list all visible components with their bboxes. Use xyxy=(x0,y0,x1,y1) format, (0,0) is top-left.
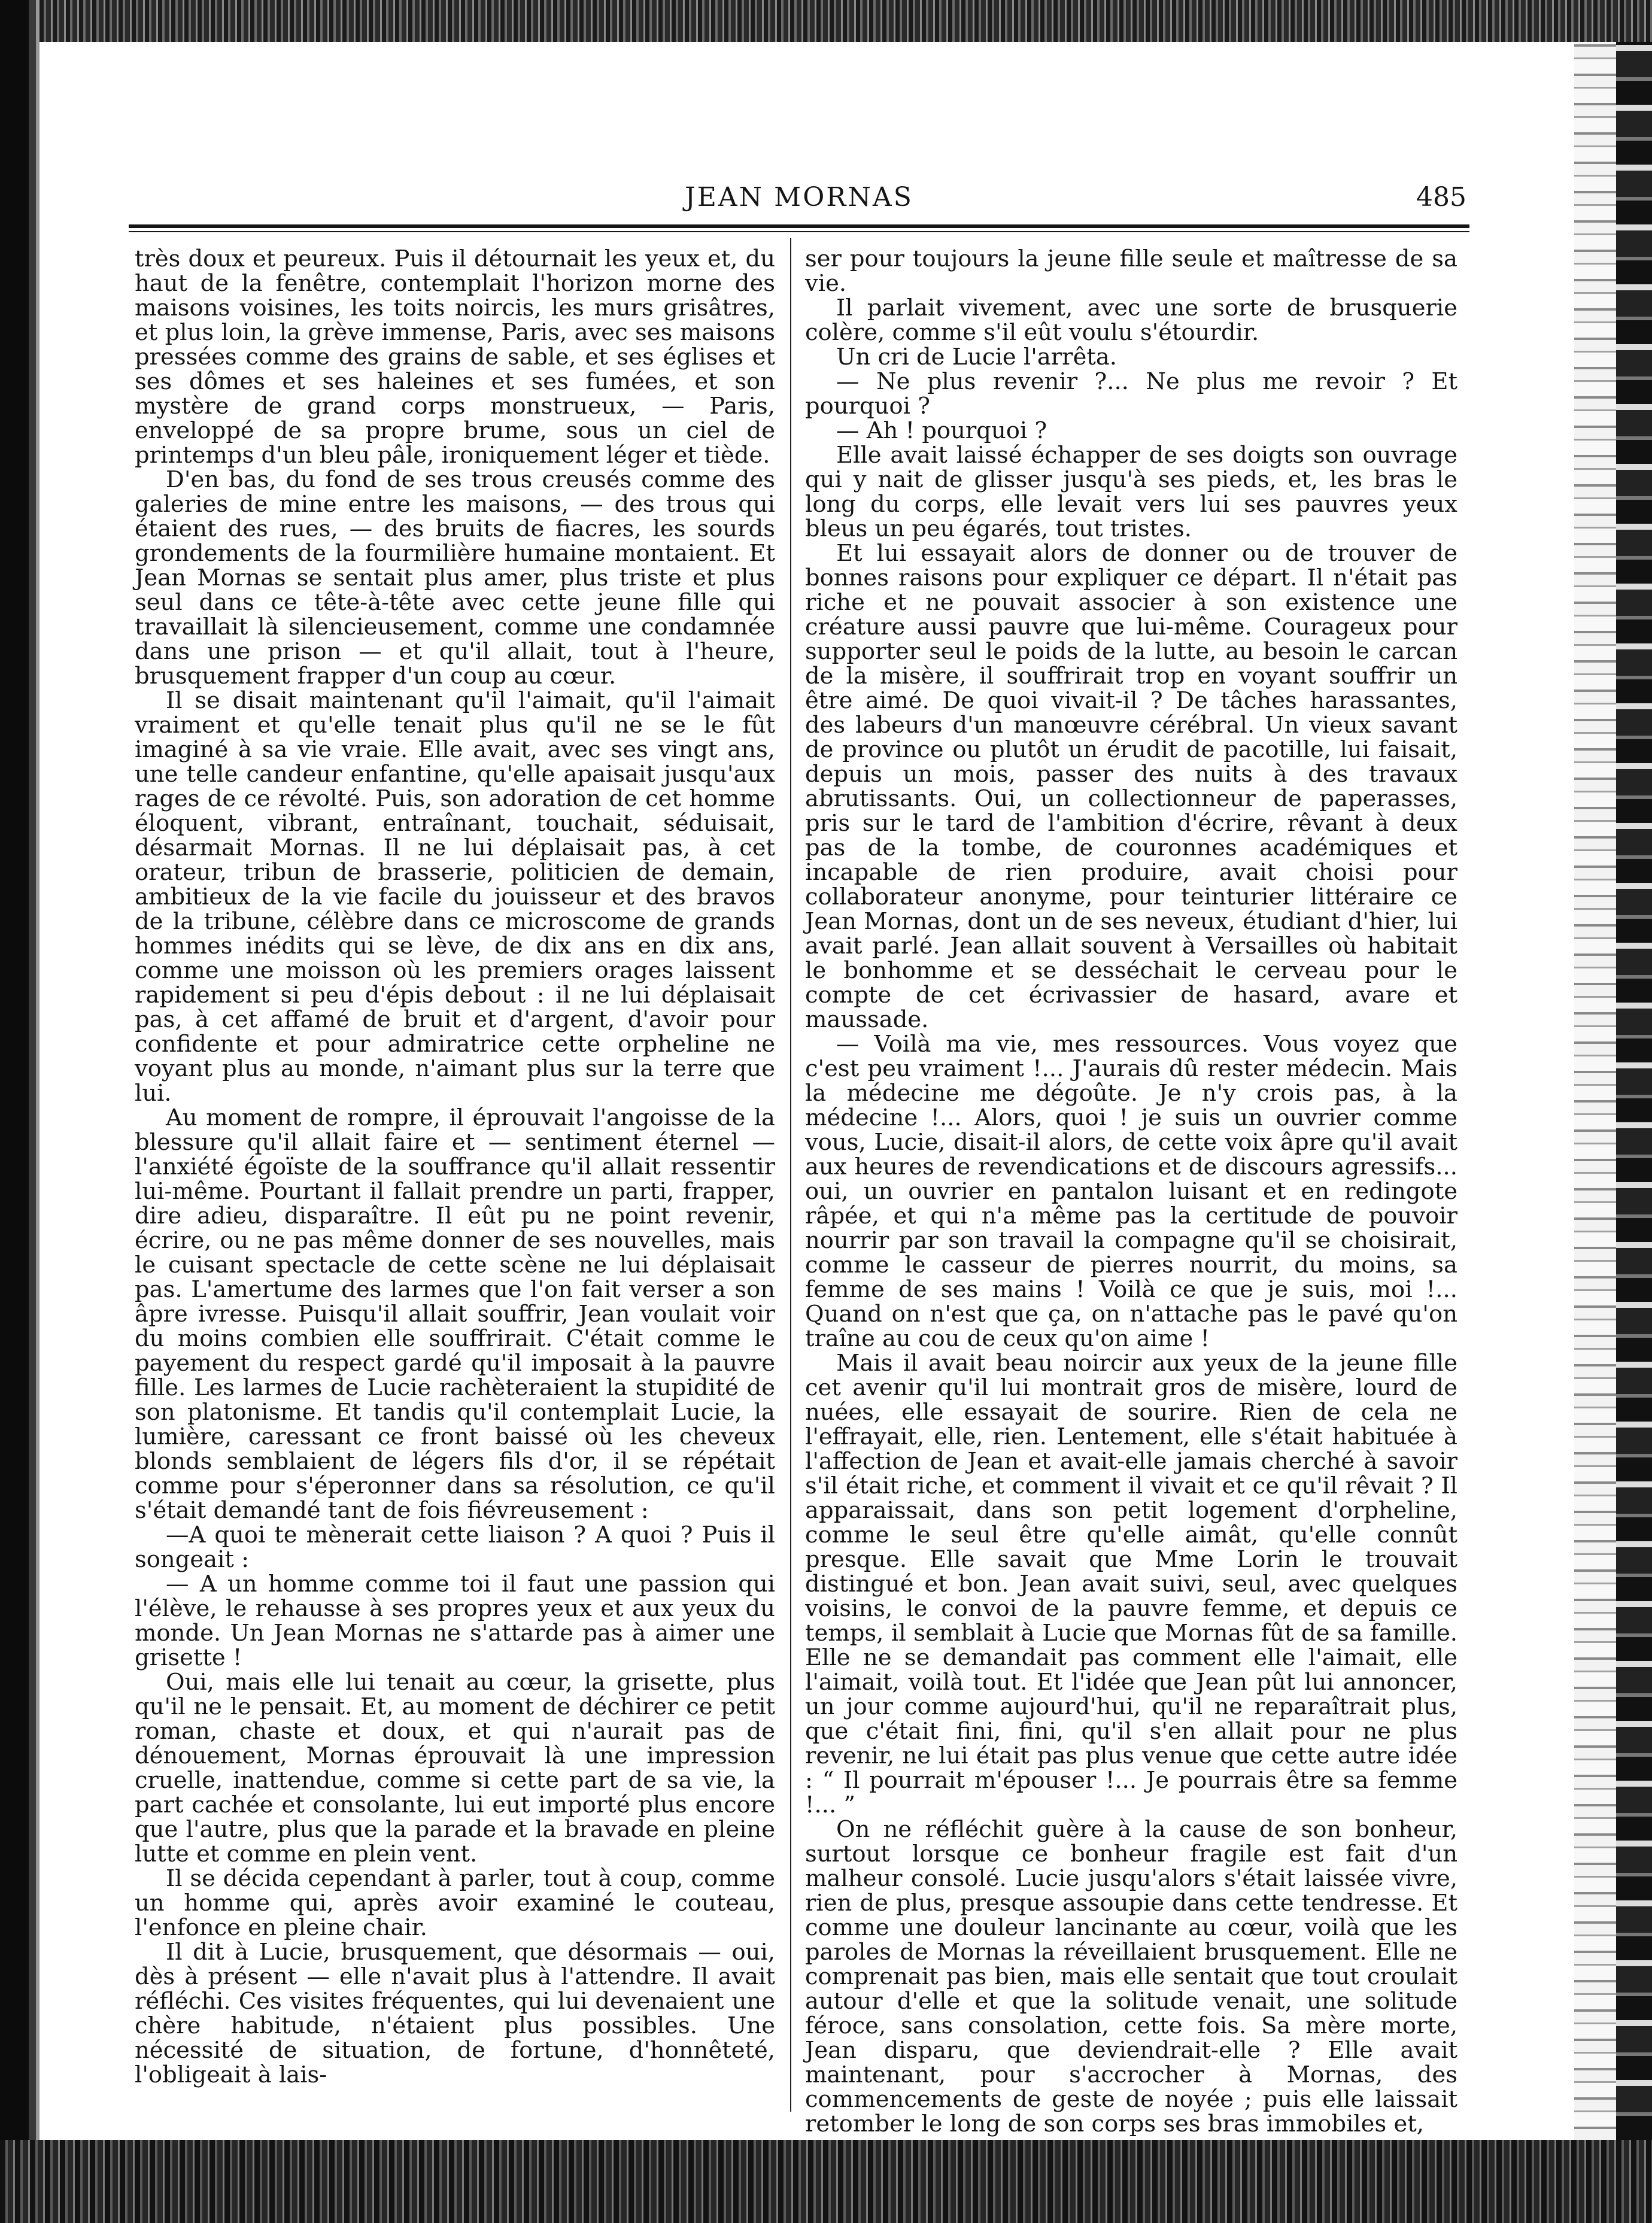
paragraph: Un cri de Lucie l'arrêta. xyxy=(836,344,1117,370)
scan-border-right xyxy=(1616,42,1652,2140)
paragraph: D'en bas, du fond de ses trous creusés comme des galeries de mine entre les maisons, — des trous qui étaient des rues, — des bruits de fiacres, les sourds grondements de la fourmilière humaine montaient. Et Jean Mornas se sentait plus amer, plus triste et plus seul dans ce tête-à-tête avec cette jeune fille qui travaillait là silencieusement, comme une condamnée dans une prison — et qu'il allait, tout à l'heure, brusquement frapper d'un coup au cœur. xyxy=(135,466,775,690)
paragraph: Il se décida cependant à parler, tout à coup, comme un homme qui, après avoir examiné le couteau, l'enfonce en pleine chair. xyxy=(135,1865,775,1941)
scan-border-top xyxy=(0,0,1652,42)
right-column xyxy=(805,247,1457,2136)
paragraph: Mais il avait beau noircir aux yeux de la jeune fille cet avenir qu'il lui montrait gros de misère, lourd de nuées, elle essayait de sourire. Rien de cela ne l'effrayait, elle, rien. Lentement, elle s'était habituée à l'affection de Jean et avait-elle jamais cherché à savoir s'il était riche, et comment il vivait et ce qu'il rêvait ? Il apparaissait, dans son petit logement d'orpheline, comme le seul être qu'elle aimât, qu'elle connût presque. Elle savait que Mme Lorin le trouvait distingué et bon. Jean avait suivi, seul, avec quelques voisins, le convoi de la pauvre femme, et depuis ce temps, il semblait à Lucie que Mornas fût de sa famille. Elle ne se demandait pas comment elle l'aimait, elle l'aimait, voilà tout. Et l'idée que Jean pût lui annoncer, un jour comme aujourd'hui, qu'il ne reparaîtrait plus, que c'était fini, fini, qu'il s'en allait pour ne plus revenir, ne lui était pas plus venue que cette autre idée : “ Il pourrait m'épouser !... Je pourrais être sa femme !... ” xyxy=(805,1350,1457,1818)
paragraph: — Ah ! pourquoi ? xyxy=(836,417,1047,444)
running-title: JEAN MORNAS xyxy=(685,182,913,212)
column-divider xyxy=(790,238,791,2112)
left-column xyxy=(135,247,775,2087)
paragraph: Elle avait laissé échapper de ses doigts son ouvrage qui y nait de glisser jusqu'à ses pieds, et, les bras le long du corps, elle levait vers lui ses pauvres yeux bleus un peu égarés, tout tristes. xyxy=(805,442,1457,542)
paragraph: —A quoi te mènerait cette liaison ? A quoi ? Puis il songeait : xyxy=(135,1522,775,1573)
page-header xyxy=(132,180,1466,221)
paragraph: Au moment de rompre, il éprouvait l'angoisse de la blessure qu'il allait faire et — sentiment éternel — l'anxiété égoïste de la souffrance qu'il allait ressentir lui-même. Pourtant il fallait prendre un parti, frapper, dire adieu, disparaître. Il eût pu ne point revenir, écrire, ou ne pas même donner de ses nouvelles, mais le cuisant spectacle de cette scène ne lui déplaisait pas. L'amertume des larmes que l'on fait verser a son âpre ivresse. Puisqu'il allait souffrir, Jean voulait voir du moins combien elle souffrirait. C'était comme le payement du respect gardé qu'il imposait à la pauvre fille. Les larmes de Lucie rachèteraient la stupidité de son platonisme. Et tandis qu'il contemplait Lucie, la lumière, caressant ce front baissé où les cheveux blonds semblaient de légers fils d'or, il se répétait comme pour s'éperonner dans sa résolution, ce qu'il s'était demandé tant de fois fiévreusement : xyxy=(135,1104,775,1524)
paragraph: — Ne plus revenir ?... Ne plus me revoir ? Et pourquoi ? xyxy=(805,368,1457,420)
header-rule xyxy=(129,224,1469,228)
paragraph: Il parlait vivement, avec une sorte de brusquerie colère, comme s'il eût voulu s'étourdir. xyxy=(805,294,1457,346)
paragraph: — A un homme comme toi il faut une passion qui l'élève, le rehausse à ses propres yeux et aux yeux du monde. Un Jean Mornas ne s'attarde pas à aimer une grisette ! xyxy=(135,1571,775,1671)
paragraph: très doux et peureux. Puis il détournait les yeux et, du haut de la fenêtre, contemplait l'horizon morne des maisons voisines, les toits noircis, les murs grisâtres, et plus loin, la grève immense, Paris, avec ses maisons pressées comme des grains de sable, et ses églises et ses dômes et ses haleines et ses fumées, et son mystère de grand corps monstrueux, — Paris, enveloppé de sa propre brume, sous un ciel de printemps d'un bleu pâle, ironiquement léger et tiède. xyxy=(135,245,775,469)
scan-border-left xyxy=(0,0,40,2223)
paragraph: Il dit à Lucie, brusquement, que désormais — oui, dès à présent — elle n'avait plus à l'attendre. Il avait réfléchi. Ces visites fréquentes, qui lui devenaient une chère habitude, n'étaient plus possibles. Une nécessité de situation, de fortune, d'honnêteté, l'obligeait à lais- xyxy=(135,1939,775,2088)
scan-border-bottom xyxy=(0,2140,1652,2223)
paragraph: On ne réfléchit guère à la cause de son bonheur, surtout lorsque ce bonheur fragile est fait d'un malheur consolé. Lucie jusqu'alors s'était laissée vivre, rien de plus, presque assoupie dans cette tendresse. Et comme une douleur lancinante au cœur, voilà que les paroles de Mornas la réveillaient brusquement. Elle ne comprenait pas bien, mais elle sentait que tout croulait autour d'elle et que la solitude venait, une solitude féroce, sans consolation, cette fois. Sa mère morte, Jean disparu, que deviendrait-elle ? Elle avait maintenant, pour s'accrocher à Mornas, des commencements de geste de noyée ; puis elle laissait retomber le long de son corps ses bras immobiles et, xyxy=(805,1816,1457,2137)
header-rule-thin xyxy=(129,231,1469,232)
page-number: 485 xyxy=(1416,182,1466,212)
paragraph: Et lui essayait alors de donner ou de trouver de bonnes raisons pour expliquer ce départ. Il n'était pas riche et ne pouvait associer à son existence une créature aussi pauvre que lui-même. Courageux pour supporter seul le poids de la lutte, au besoin le carcan de la misère, il souffrirait trop en voyant souffrir un être aimé. De quoi vivait-il ? De tâches harassantes, des labeurs d'un manœuvre cérébral. Un vieux savant de province ou plutôt un érudit de pacotille, lui faisait, depuis un mois, passer des nuits à des travaux abrutissants. Oui, un collectionneur de paperasses, pris sur le tard de l'ambition d'écrire, rêvant à deux pas de la tombe, de couronnes académiques et incapable de rien produire, avait choisi pour collaborateur anonyme, pour teinturier littéraire ce Jean Mornas, dont un de ses neveux, étudiant d'hier, lui avait parlé. Jean allait souvent à Versailles où habitait le bonhomme et se desséchait le cerveau pour le compte de cet écrivassier de hasard, avare et maussade. xyxy=(805,540,1457,1033)
paragraph: Oui, mais elle lui tenait au cœur, la grisette, plus qu'il ne le pensait. Et, au moment de déchirer ce petit roman, chaste et doux, et qui n'aurait pas de dénouement, Mornas éprouvait là une impression cruelle, inattendue, comme si cette part de sa vie, la part cachée et consolante, lui eut importé plus encore que l'autre, plus que la parade et la bravade en pleine lutte et comme en plein vent. xyxy=(135,1669,775,1867)
paragraph: Il se disait maintenant qu'il l'aimait, qu'il l'aimait vraiment et qu'elle tenait plus qu'il ne se le fût imaginé à sa vie vraie. Elle avait, avec ses vingt ans, une telle candeur enfantine, qu'elle apaisait jusqu'aux rages de ce révolté. Puis, son adoration de cet homme éloquent, vibrant, entraînant, touchait, séduisait, désarmait Mornas. Il ne lui déplaisait pas, à cet orateur, tribun de brasserie, politicien de demain, ambitieux de la vie facile du jouisseur et des bravos de la tribune, célèbre dans ce microscome de grands hommes inédits qui se lève, de dix ans en dix ans, comme une moisson où les premiers orages laissent rapidement si peu d'épis debout : il ne lui déplaisait pas, à cet affamé de bruit et d'argent, d'avoir pour confidente et pour admiratrice cette orpheline ne voyant plus au monde, n'aimant plus sur la terre que lui. xyxy=(135,687,775,1107)
paragraph: — Voilà ma vie, mes ressources. Vous voyez que c'est peu vraiment !... J'aurais dû rester médecin. Mais la médecine me dégoûte. Je n'y crois pas, à la médecine !... Alors, quoi ! je suis un ouvrier comme vous, Lucie, disait-il alors, de cette voix âpre qu'il avait aux heures de revendications et de discours agressifs... oui, un ouvrier en pantalon luisant et en redingote râpée, et qui n'a même pas la certitude de pouvoir nourrir par son travail la compagne qu'il se choisirait, comme le casseur de pierres nourrit, du moins, sa femme de ses mains ! Voilà ce que je suis, moi !... Quand on n'est que ça, on n'attache pas le pavé qu'on traîne au cou de ceux qu'on aime ! xyxy=(805,1031,1457,1352)
paragraph: ser pour toujours la jeune fille seule et maîtresse de sa vie. xyxy=(805,245,1457,297)
